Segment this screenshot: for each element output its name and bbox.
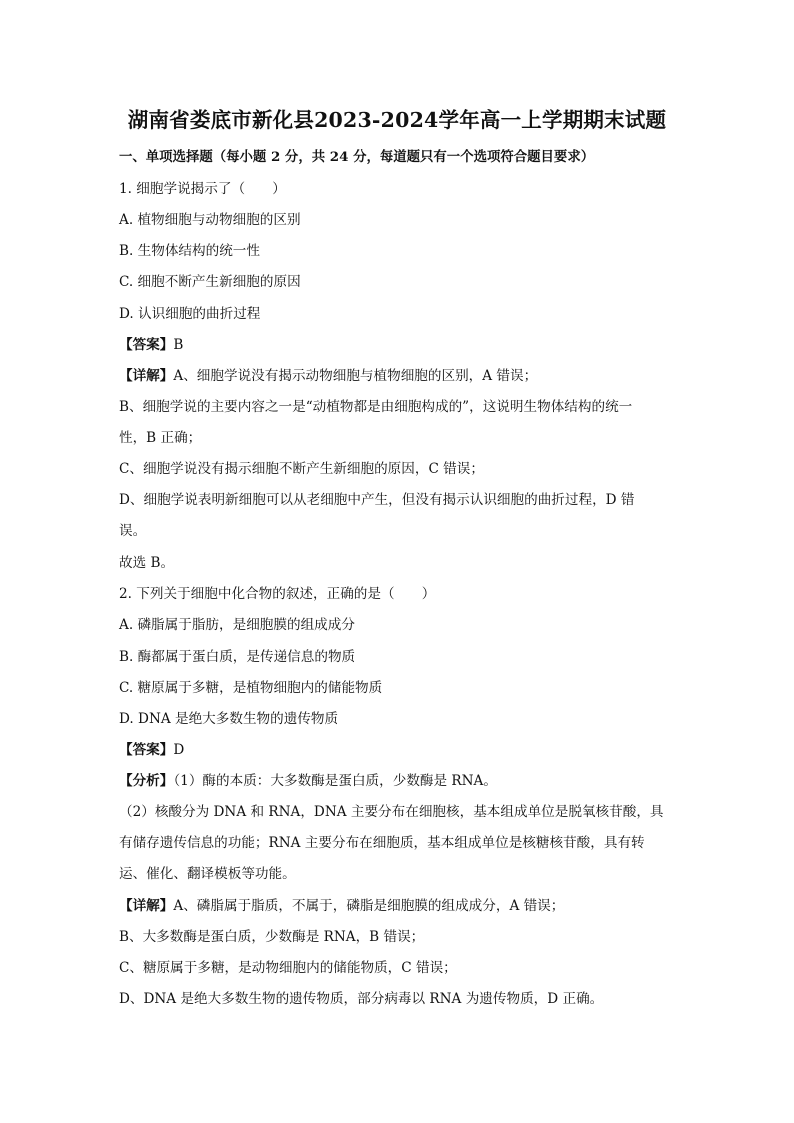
q1-detail-line: B、细胞学说的主要内容之一是“动植物都是由细胞构成的”，这说明生物体结构的统一: [119, 399, 633, 415]
q2-detail-line: B、大多数酶是蛋白质，少数酶是 RNA，B 错误；: [119, 929, 425, 945]
q1-detail-line: 误。: [119, 523, 147, 539]
q2-analysis-line: [119, 769, 497, 789]
page-title: 湖南省娄底市新化县2023-2024学年高一上学期期末试题: [127, 108, 667, 132]
q2-analysis-tag: 【分析】: [119, 773, 174, 789]
q2-option-c: C. 糖原属于多糖，是植物细胞内的储能物质: [119, 680, 383, 696]
q2-option-a: A. 磷脂属于脂肪，是细胞膜的组成成分: [119, 617, 355, 633]
q2-detail-line: D、DNA 是绝大多数生物的遗传物质，部分病毒以 RNA 为遗传物质，D 正确。: [119, 991, 604, 1007]
q1-detail-text: A、细胞学说没有揭示动物细胞与植物细胞的区别，A 错误；: [173, 368, 538, 384]
q2-analysis-line: （2）核酸分为 DNA 和 RNA，DNA 主要分布在细胞核，基本组成单位是脱氧核苷酸，具: [119, 804, 664, 820]
q1-answer: [119, 333, 183, 353]
q1-detail-line: D、细胞学说表明新细胞可以从老细胞中产生，但没有揭示认识细胞的曲折过程，D 错: [119, 492, 635, 508]
q2-analysis-line: 有储存遗传信息的功能；RNA 主要分布在细胞质，基本组成单位是核糖核苷酸，具有转: [119, 835, 645, 851]
q2-analysis-text: （1）酶的本质：大多数酶是蛋白质，少数酶是 RNA。: [173, 773, 497, 789]
q1-option-b: B. 生物体结构的统一性: [119, 243, 260, 259]
q2-answer: [119, 738, 184, 758]
question-2-stem: 2. 下列关于细胞中化合物的叙述，正确的是（ ）: [119, 586, 436, 602]
q1-detail-tag: 【详解】: [119, 368, 174, 384]
q2-option-d: D. DNA 是绝大多数生物的遗传物质: [119, 711, 339, 727]
q2-analysis-line: 运、催化、翻译模板等功能。: [119, 866, 296, 882]
q2-detail-tag: 【详解】: [119, 898, 174, 914]
q1-option-a: A. 植物细胞与动物细胞的区别: [119, 212, 301, 228]
q1-detail-line: C、细胞学说没有揭示细胞不断产生新细胞的原因，C 错误；: [119, 461, 484, 477]
q2-answer-tag: 【答案】: [119, 742, 174, 758]
q2-detail-text: A、磷脂属于脂质，不属于，磷脂是细胞膜的组成成分，A 错误；: [173, 898, 565, 914]
question-1-stem: 1. 细胞学说揭示了（ ）: [119, 181, 286, 197]
q1-detail-line: 性，B 正确；: [119, 430, 202, 446]
q1-answer-tag: 【答案】: [119, 337, 174, 353]
section-heading: 一、单项选择题（每小题 2 分，共 24 分，每道题只有一个选项符合题目要求）: [119, 149, 595, 165]
q2-detail-line: [119, 894, 564, 914]
q1-answer-value: B: [173, 337, 184, 353]
q2-detail-line: C、糖原属于多糖，是动物细胞内的储能物质，C 错误；: [119, 960, 457, 976]
q1-option-c: C. 细胞不断产生新细胞的原因: [119, 274, 301, 290]
q1-detail-line: 故选 B。: [119, 555, 175, 571]
q2-answer-value: D: [173, 742, 185, 758]
q1-detail-line: [119, 364, 537, 384]
q1-option-d: D. 认识细胞的曲折过程: [119, 306, 261, 322]
q2-option-b: B. 酶都属于蛋白质，是传递信息的物质: [119, 649, 356, 665]
